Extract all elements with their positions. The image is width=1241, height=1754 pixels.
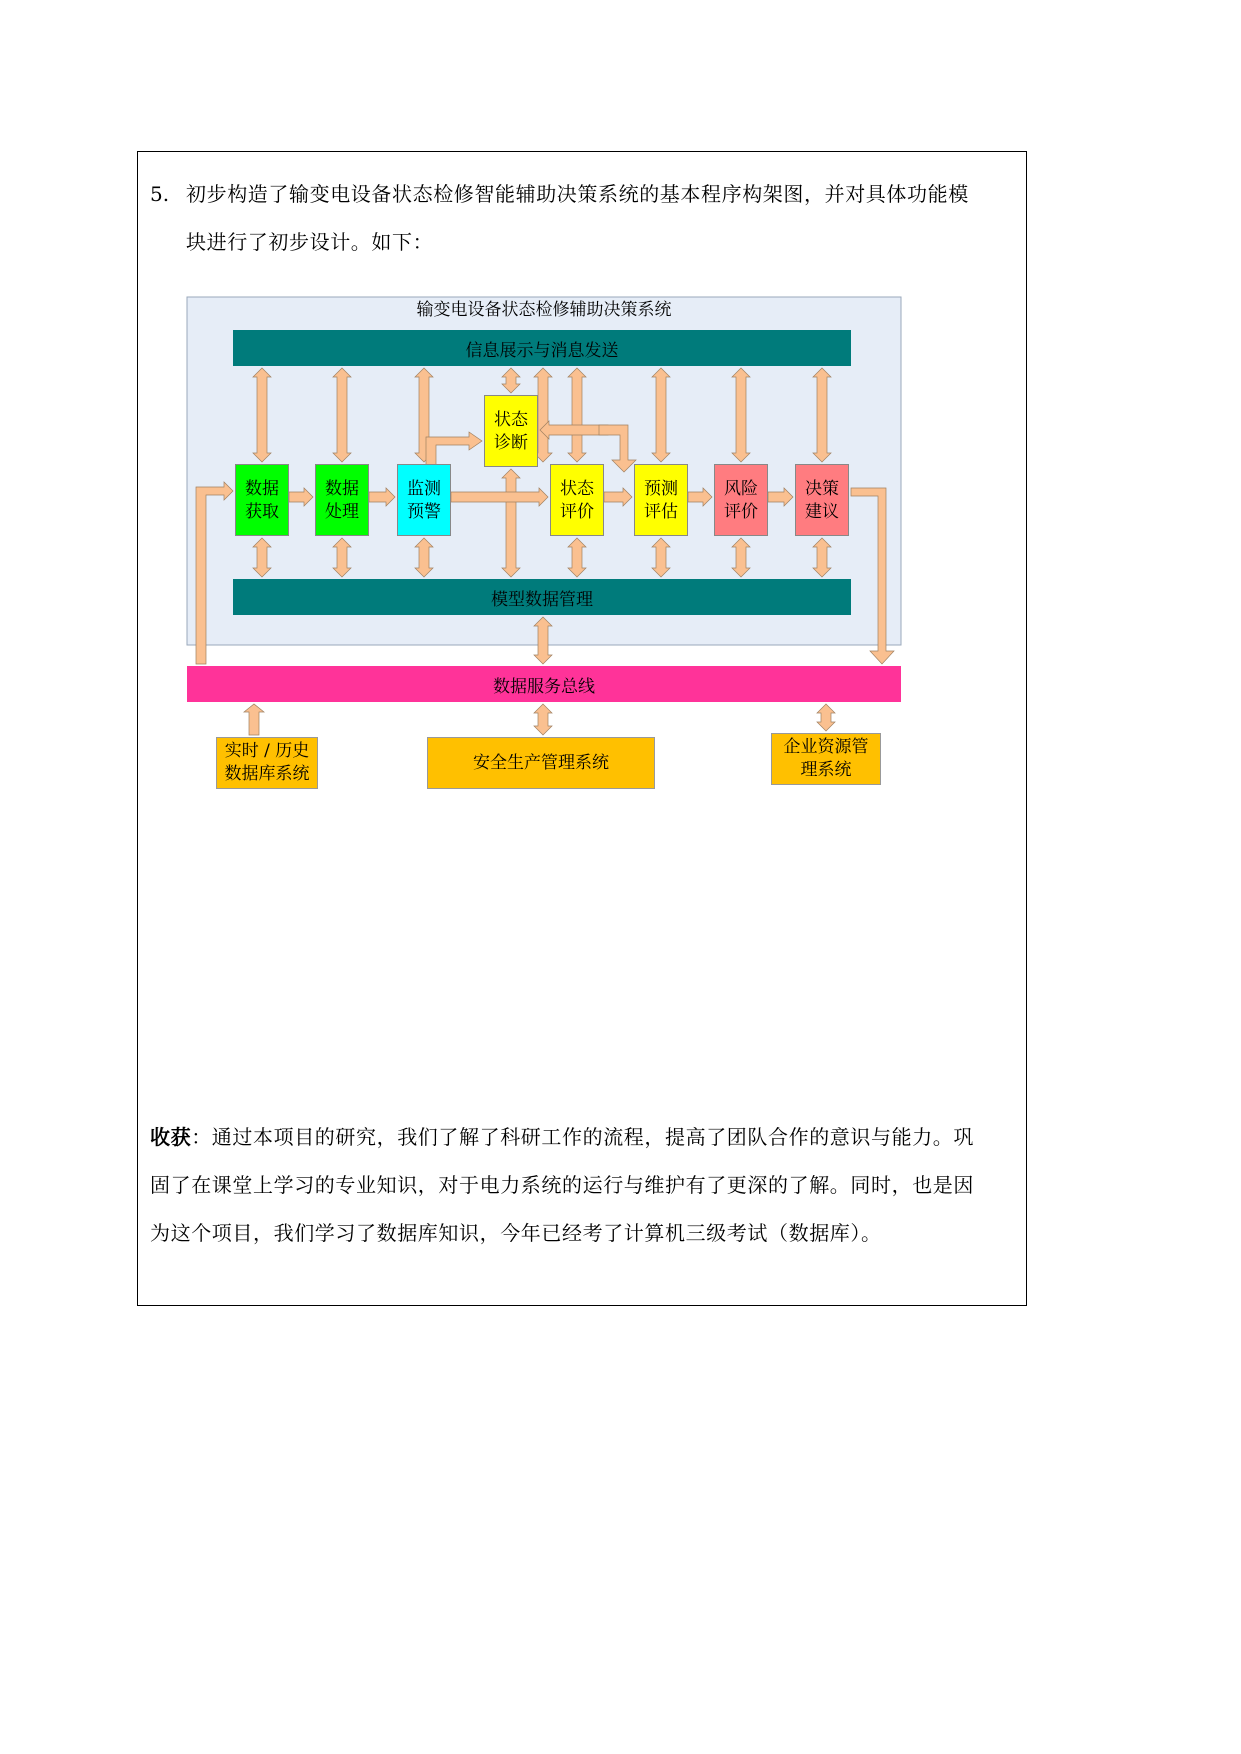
module-risk-evaluation[interactable] xyxy=(714,464,768,536)
info-display-bar: 信息展示与消息发送 xyxy=(233,330,851,366)
module-data-processing[interactable] xyxy=(315,464,369,536)
arrow-bus-safety xyxy=(534,704,552,735)
ext-realtime-history-db[interactable] xyxy=(216,737,318,789)
ext-label: 数据库系统 xyxy=(224,764,310,784)
ext-safety-production-system[interactable] xyxy=(427,737,655,789)
ext-label: 安全生产管理系统 xyxy=(473,752,609,773)
module-state-diagnosis[interactable] xyxy=(484,395,538,467)
module-label: 状态 xyxy=(560,479,594,499)
module-label: 预测 xyxy=(644,479,678,499)
module-label: 获取 xyxy=(245,502,279,522)
module-label: 数据 xyxy=(245,479,279,499)
summary-line-3: 为这个项目，我们学习了数据库知识，今年已经考了计算机三级考试（数据库）。 xyxy=(150,1221,882,1245)
module-label: 处理 xyxy=(325,502,359,522)
module-label: 风险 xyxy=(724,479,758,499)
arrow-bus-erp xyxy=(817,704,835,731)
module-monitoring-warning[interactable] xyxy=(397,464,451,536)
summary-line-2: 固了在课堂上学习的专业知识，对于电力系统的运行与维护有了更深的了解。同时，也是因 xyxy=(150,1173,974,1197)
module-label: 评价 xyxy=(560,502,594,522)
module-decision-suggestion[interactable] xyxy=(795,464,849,536)
summary-text: ：通过本项目的研究，我们了解了科研工作的流程，提高了团队合作的意识与能力。巩 xyxy=(191,1125,975,1149)
module-label: 评价 xyxy=(724,502,758,522)
data-service-bus: 数据服务总线 xyxy=(187,666,901,702)
arrow-layer xyxy=(186,296,902,792)
arrow-db-bus xyxy=(244,704,264,735)
module-label: 数据 xyxy=(325,479,359,499)
ext-label: 企业资源管 xyxy=(783,737,869,757)
module-label: 状态 xyxy=(494,410,528,430)
module-data-acquisition[interactable] xyxy=(235,464,289,536)
intro-paragraph xyxy=(186,170,1026,266)
intro-line-2: 块进行了初步设计。如下： xyxy=(186,230,434,254)
ext-label: 实时 / 历史 xyxy=(224,741,310,761)
architecture-diagram xyxy=(186,296,902,792)
model-data-bar: 模型数据管理 xyxy=(233,579,851,615)
summary-label: 收获 xyxy=(150,1125,192,1149)
module-label: 决策 xyxy=(805,479,839,499)
module-state-evaluation[interactable] xyxy=(550,464,604,536)
module-label: 监测 xyxy=(407,479,441,499)
intro-line-1: 初步构造了输变电设备状态检修智能辅助决策系统的基本程序构架图，并对具体功能模 xyxy=(186,182,969,206)
ext-label: 理系统 xyxy=(800,760,852,780)
summary-paragraph xyxy=(150,1113,1020,1257)
system-title: 输变电设备状态检修辅助决策系统 xyxy=(416,300,672,320)
module-prediction-assessment[interactable] xyxy=(634,464,688,536)
ext-erp-system[interactable] xyxy=(771,733,881,785)
module-label: 预警 xyxy=(407,502,441,522)
module-label: 评估 xyxy=(644,502,678,522)
item-number: 5. xyxy=(150,182,170,206)
module-label: 建议 xyxy=(805,502,839,522)
module-label: 诊断 xyxy=(494,433,528,453)
summary-line-1 xyxy=(150,1113,1020,1161)
